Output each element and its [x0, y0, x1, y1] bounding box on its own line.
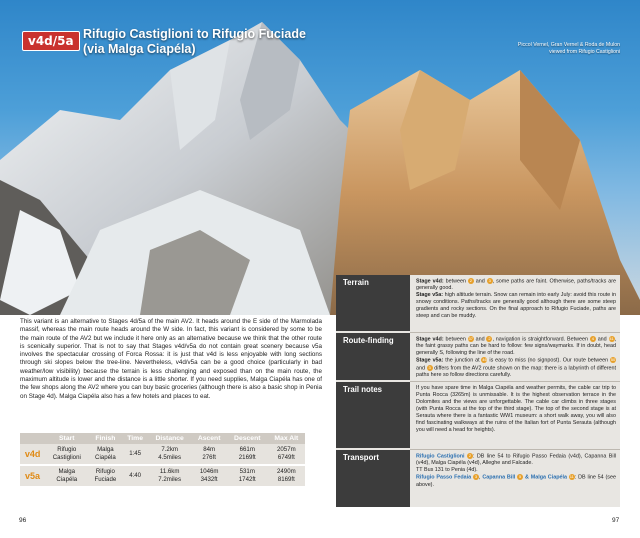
waypoint-marker: 3: [428, 364, 431, 370]
photo-caption: [470, 42, 620, 56]
waypoint-marker: 46: [482, 357, 487, 363]
page-title: [83, 27, 306, 57]
waypoint-marker: 50: [610, 357, 616, 363]
caption-line-1: Piccol Vernel, Gran Vernel & Roda de Mulon: [517, 42, 620, 48]
transport-label: Transport: [336, 450, 410, 507]
cell-time: 1:45: [122, 444, 147, 465]
caption-line-2: viewed from Rifugio Castiglioni: [549, 49, 620, 55]
waypoint-marker: 4: [591, 336, 594, 341]
title-line-2: (via Malga Ciapéla): [83, 42, 196, 56]
cell-time: 4:40: [129, 472, 142, 479]
trail-notes-label: Trail notes: [336, 382, 410, 448]
trail-notes-text: If you have spare time in Malga Ciapéla and weather permits, the cable car trip to Punta Rocca (3265m) is unmissable. It is the highest observation terrace in the Dolomites and the views are unforgettable. The cable car climbs in three stages (with Punta Rocca at the top of the third stage). The top of the second stage is at Serauta where there is a fantastic WW1 museum: a short walk away, you will also find fascinating walkways at the ruins of the Italian fort of Punta Serauta (although you will need a head for heights).: [416, 385, 616, 433]
header-start: Start: [45, 433, 88, 444]
cell-ascent: 84m 276ft: [191, 444, 226, 465]
waypoint-marker: 41: [609, 336, 614, 341]
info-panel: [336, 275, 620, 507]
header-time: Time: [122, 433, 147, 444]
waypoint-marker: 2: [488, 336, 491, 341]
route-finding-text: Stage v4d: between 37 and 2 , navigation is straightforward. Between 4 and 41, the faint grassy paths can be hard to follow: few signs/waymarks. If in doubt, head generally S, following the line of the road. Stage v5a: the junction at 46 is easy to miss (no signpost). Our route between 50 and 3 differs from the AV2 route shown on the map: there is a labyrinth of different paths here so follow directions carefully.: [416, 336, 617, 379]
header-finish: Finish: [88, 433, 122, 444]
stage-tag: v5a: [25, 471, 41, 481]
cell-start: Malga Ciapéla: [56, 468, 78, 483]
waypoint-marker: 37: [468, 336, 473, 341]
divider: [410, 332, 620, 333]
header-ascent: Ascent: [191, 433, 226, 444]
cell-start: Rifugio Castiglioni: [45, 444, 88, 465]
header-descent: Descent: [227, 433, 268, 444]
cell-distance: 11.6km 7.2miles: [158, 468, 181, 483]
transport-text: Rifugio Castiglioni 2 : DB line 54 to Rifugio Passo Fedaia (v4d), Capanna Bill (v4d), Malga Ciapéla (v4d), Alleghe and Falcade. TT Bus 131 to Penia (4d). Rifugio Passo Fedaia 3 , Capanna Bill 5 & Malga Ciapéla 11: DB line 54 (see above).: [416, 453, 616, 488]
cell-descent: 661m 2169ft: [227, 444, 268, 465]
waypoint-marker: 11: [569, 474, 574, 480]
cell-ascent: 1046m 3432ft: [199, 468, 219, 483]
header-blank: [20, 433, 45, 444]
waypoint-marker: 2: [468, 453, 472, 458]
route-finding-label: Route-finding: [336, 333, 410, 380]
divider: [410, 449, 620, 450]
page-number-left: 96: [19, 517, 27, 524]
waypoint-marker: 3: [488, 278, 491, 283]
divider: [410, 381, 620, 382]
cell-distance: 7.2km 4.5miles: [148, 444, 192, 465]
stage-badge: v4d/5a: [22, 31, 80, 51]
stage-tag: v4d: [20, 444, 45, 465]
cell-finish: Malga Ciapéla: [88, 444, 122, 465]
page-number-right: 97: [612, 517, 620, 524]
waypoint-marker: 3: [474, 474, 478, 480]
header-max-alt: Max Alt: [268, 433, 305, 444]
stage-stats-table: [20, 433, 305, 486]
header-distance: Distance: [148, 433, 192, 444]
terrain-label: Terrain: [336, 275, 410, 331]
cell-descent: 531m 1742ft: [238, 468, 256, 483]
cell-finish: Rifugio Fuciade: [94, 468, 117, 483]
table-row: [20, 444, 305, 465]
cell-max-alt: 2490m 8169ft: [277, 468, 296, 483]
cell-max-alt: 2057m 6749ft: [268, 444, 305, 465]
intro-paragraph: This variant is an alternative to Stages 4d/5a of the main AV2. It heads around the E side of the Marmolada massif, whereas the main route heads around the W side. In fact, this variant is considered by some to be the main route of the AV2 but we include it here only as an alternative because we think that the other route is scenically superior. That is not to say that Stages v4d/v5a do not contain great scenery because v5a involves the spectacular crossing of Forca Rossa: it is just that v4d is less enjoyable with long sections through ski slopes below the tree-line. Nevertheless, v4d/v5a can be a good choice (particularly in bad weather/low visibility) because the terrain is less challenging and exposed than on the main route, the maximum altitude is lower and the distance is a little shorter. If you need supplies, Malga Ciapéla has one of the few shops along the AV2 where you can buy basic groceries (although there is also a basic shop in Penia on Stage 4d). Malga Ciapéla also has a few hotels and places to eat.: [20, 318, 322, 400]
stats-header-row: [20, 433, 305, 444]
waypoint-marker: 5: [519, 474, 522, 480]
waypoint-marker: 2: [469, 278, 472, 283]
terrain-text: Stage v4d: between 2 and 3 , some paths are faint. Otherwise, paths/tracks are generally good. Stage v5a: high altitude terrain. Snow can remain into early July: avoid this route in snowy conditions. Paths/tracks are generally good although there are some steep gradients and rocky sections. On the final approach to Rifugio Fuciade, paths are steep and can be muddy.: [416, 278, 616, 320]
title-line-1: Rifugio Castiglioni to Rifugio Fuciade: [83, 27, 306, 41]
table-row: [20, 465, 305, 486]
